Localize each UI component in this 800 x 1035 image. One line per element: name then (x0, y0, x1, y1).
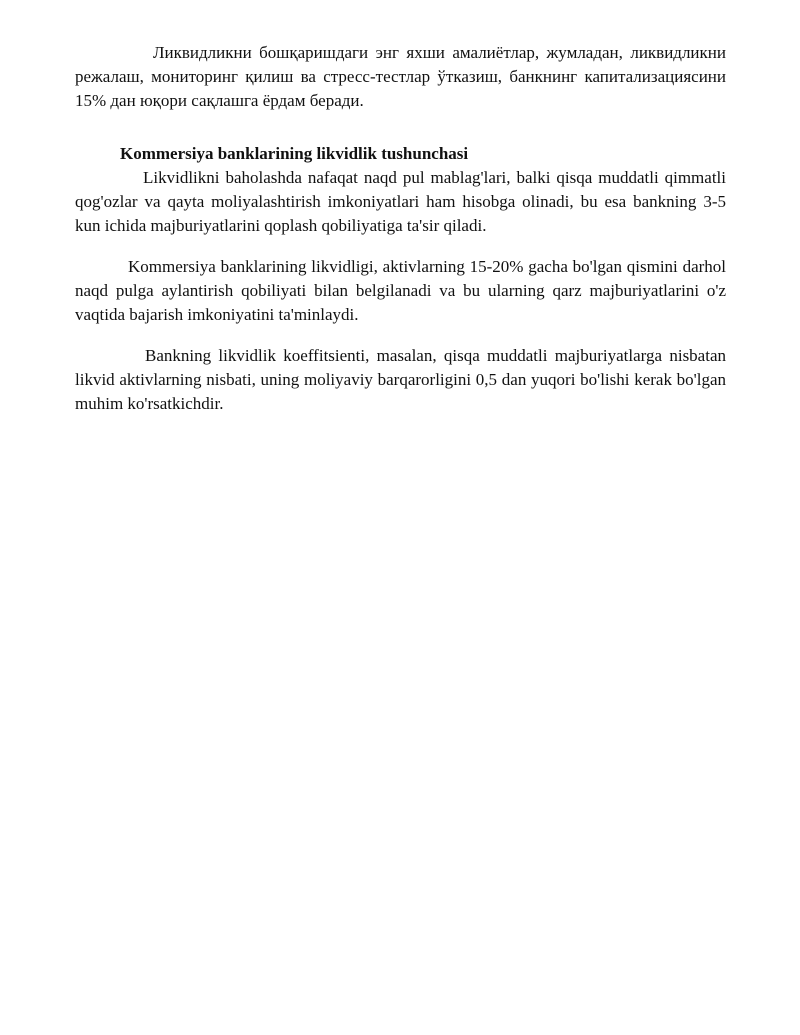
document-page (75, 41, 726, 416)
paragraph-bank-liquidity: Kommersiya banklarining likvidligi, aktivlarning 15-20% gacha bo'lgan qismini darhol naqd pulga aylantirish qobiliyati bilan belgilanadi va bu ularning qarz majburiyatlarini o'z vaqtida bajarish imkoniyatini ta'minlaydi. (75, 257, 726, 324)
paragraph-liquidity-ratio: Bankning likvidlik koeffitsienti, masalan, qisqa muddatli majburiyatlarga nisbatan likvid aktivlarning nisbati, uning moliyaviy barqarorligini 0,5 dan yuqori bo'lishi kerak bo'lgan muhim ko'rsatkichdir. (75, 346, 726, 413)
section-heading: Kommersiya banklarining likvidlik tushunchasi (120, 144, 469, 163)
paragraph-liquidity-assessment: Likvidlikni baholashda nafaqat naqd pul mablag'lari, balki qisqa muddatli qimmatli qog'ozlar va qayta moliyalashtirish imkoniyatlari ham hisobga olinadi, bu esa bankning 3-5 kun ichida majburiyatlarini qoplash qobiliyatiga ta'sir qiladi. (75, 168, 726, 235)
paragraph-liquidity-best-practices: Ликвидликни бошқаришдаги энг яхши амалиётлар, жумладан, ликвидликни режалаш, мониторинг қилиш ва стресс-тестлар ўтказиш, банкнинг капитализациясини 15% дан юқори сақлашга ёрдам беради. (75, 43, 726, 110)
